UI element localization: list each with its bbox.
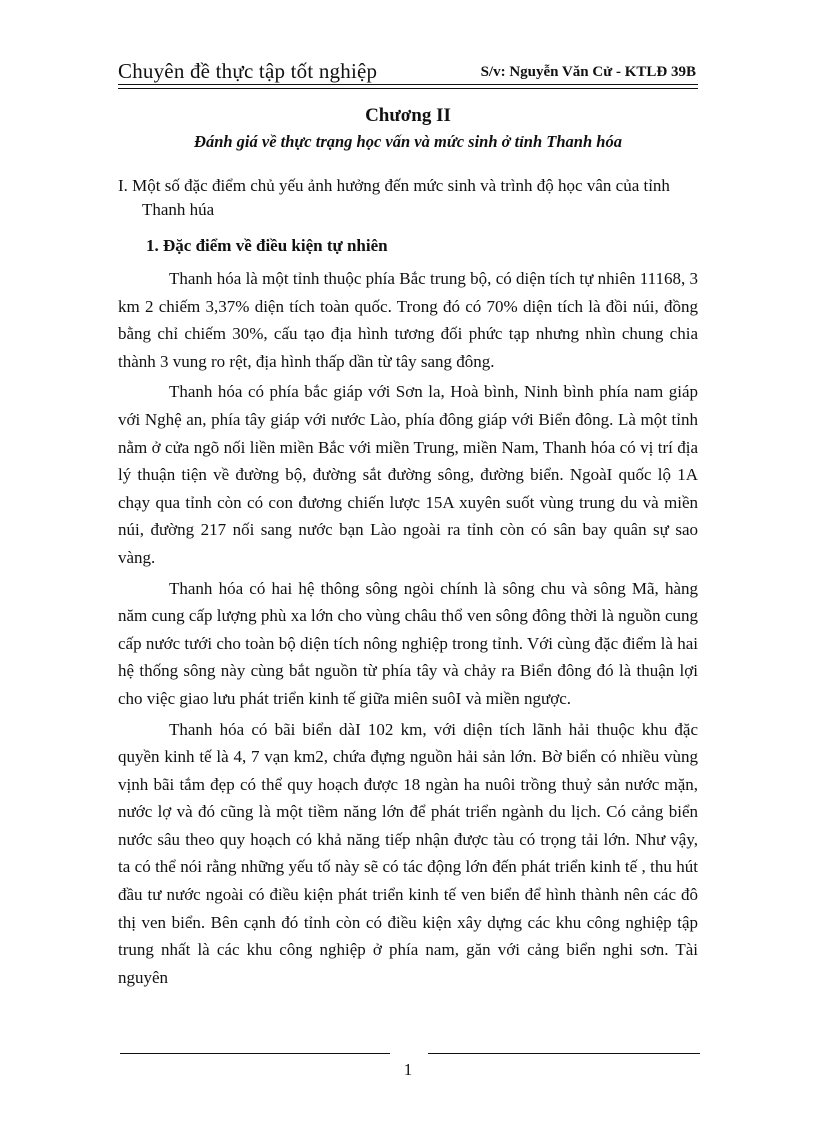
- student-info-label: S/v: Nguyễn Văn Cử - KTLĐ 39B: [480, 64, 696, 80]
- footer-divider-left: [120, 1053, 390, 1054]
- subsection-heading: 1. Đặc điểm về điều kiện tự nhiên: [146, 236, 388, 255]
- document-type-label: Chuyên đề thực tập tốt nghiệp: [118, 59, 378, 83]
- body-text: [118, 265, 698, 994]
- header-divider: [118, 84, 698, 89]
- paragraph: Thanh hóa là một tỉnh thuộc phía Bắc trung bộ, có diện tích tự nhiên 11168, 3 km 2 chiếm 3,37% diện tích toàn quốc. Trong đó có 70% diện tích là đồi núi, đồng bằng chỉ chiếm 30%, cấu tạo địa hình tương đối phức tạp nhưng nhìn chung chia thành 3 vung ro rệt, địa hình thấp dần từ tây sang đông.: [118, 269, 698, 371]
- chapter-subtitle: Đánh giá về thực trạng học vấn và mức sinh ở tỉnh Thanh hóa: [194, 132, 622, 151]
- section-heading: I. Một số đặc điểm chủ yếu ảnh hưởng đến mức sinh và trình độ học vân của tỉnh Thanh húa: [118, 176, 670, 219]
- page-header: [118, 52, 696, 84]
- paragraph: Thanh hóa có bãi biển dàI 102 km, với diện tích lãnh hải thuộc khu đặc quyền kinh tế là 4, 7 vạn km2, chứa đựng nguồn hải sản lớn. Bờ biển có nhiều vùng vịnh bãi tắm đẹp có thể quy hoạch được 18 ngàn ha nuôi trồng thuỷ sản nước mặn, nước lợ và đó cũng là một tiềm năng lớn để phát triển ngành du lịch. Có cảng biển nước sâu theo quy hoạch có khả năng tiếp nhận được tàu có trọng tải lớn. Như vậy, ta có thể nói rằng những yếu tố này sẽ có tác động lớn đến phát triển kinh tế , thu hút đầu tư nước ngoài có điều kiện phát triển kinh tế ven biển để hình thành nên các đô thị ven biển. Bên cạnh đó tỉnh còn có điều kiện xây dựng các khu công nghiệp tập trung nhất là các khu công nghiệp ở phía nam, găn với cảng biển nghi sơn. Tài nguyên: [118, 719, 698, 987]
- page-number: 1: [403, 1060, 413, 1079]
- chapter-title: Chương II: [365, 105, 451, 126]
- footer-divider-right: [428, 1053, 700, 1054]
- paragraph: Thanh hóa có phía bắc giáp với Sơn la, Hoà bình, Ninh bình phía nam giáp với Nghệ an, phía tây giáp với nước Lào, phía đông giáp với Biển đông. Là một tỉnh nằm ở cửa ngõ nối liền miền Bắc với miền Trung, miền Nam, Thanh hóa có vị trí địa lý thuận tiện về đường bộ, đường sắt đường sông, đường biển. NgoàI quốc lộ 1A chạy qua tỉnh còn có con đương chiến lược 15A xuyên suốt vùng trung du và miền núi, đường 217 nối sang nước bạn Lào ngoài ra tỉnh còn có sân bay quân sự sao vàng.: [118, 382, 698, 567]
- paragraph: Thanh hóa có hai hệ thông sông ngòi chính là sông chu và sông Mã, hàng năm cung cấp lượng phù xa lớn cho vùng châu thổ ven sông đông thời là nguồn cung cấp nước tưới cho toàn bộ diện tích nông nghiệp trong tỉnh. Với cùng đặc điểm là hai hệ thống sông này cùng bắt nguồn từ phía tây và chảy ra Biển đông đó là thuận lợi cho việc giao lưu phát triển kinh tế giữa miên suôI và miền ngược.: [118, 578, 698, 708]
